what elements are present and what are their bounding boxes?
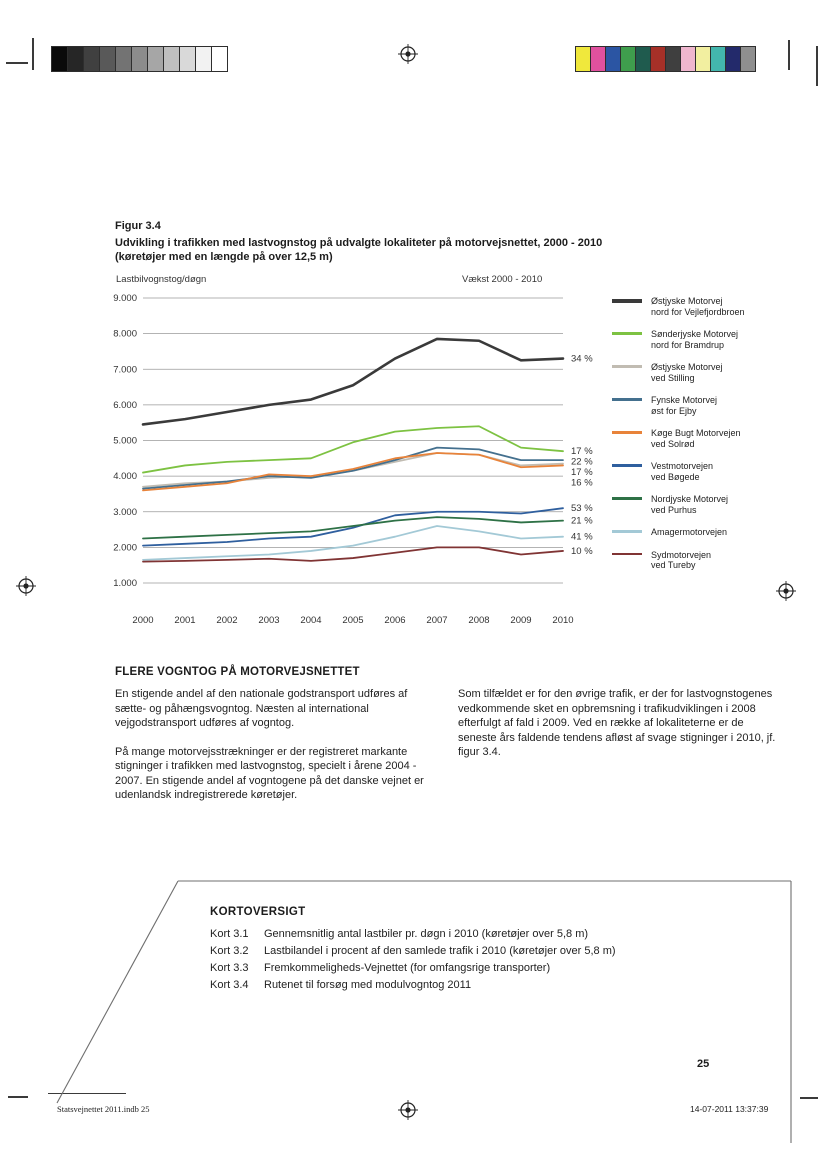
calibration-swatch	[67, 46, 84, 72]
growth-label: 16 %	[571, 477, 593, 489]
registration-mark	[398, 44, 418, 64]
figure-title	[115, 236, 755, 264]
kort-list	[210, 926, 616, 994]
x-tick-label: 2007	[426, 615, 448, 626]
growth-label: 53 %	[571, 503, 593, 515]
paragraph: På mange motorvejsstrækninger er der registreret markante stigninger i trafikken med lastvognstog, specielt i årene 2004 - 2007. En stigende andel af vogntogene på det danske vejnet er udenlandsk indregistrerede køretøjer.	[115, 745, 424, 801]
calibration-swatch	[635, 46, 651, 72]
x-tick-label: 2008	[468, 615, 490, 626]
legend-swatch	[612, 530, 642, 533]
series-line	[143, 339, 563, 425]
legend-swatch	[612, 299, 642, 303]
crop-mark	[788, 40, 790, 70]
crop-mark	[816, 46, 818, 86]
calibration-swatch	[51, 46, 68, 72]
legend-swatch	[612, 398, 642, 401]
legend-item	[612, 296, 807, 317]
calibration-swatch	[115, 46, 132, 72]
registration-mark	[16, 576, 36, 596]
y-tick-label: 5.000	[113, 435, 137, 447]
article-column-right	[458, 687, 777, 817]
registration-mark	[398, 1100, 418, 1120]
kort-item-number: Kort 3.3	[210, 962, 249, 974]
x-tick-label: 2010	[552, 615, 574, 626]
paragraph: Som tilfældet er for den øvrige trafik, er der for lastvognstogenes vedkommende sket en opbremsning i trafikudviklingen i 2008 efterfulgt af fald i 2009. Ved en række af lokaliteterne er de seneste års faldende tendens afløst af svage stigninger i 2010, jf. figur 3.4.	[458, 688, 776, 758]
growth-column-header: Vækst 2000 - 2010	[462, 274, 543, 285]
kort-item	[210, 960, 616, 977]
legend-label: Sydmotorvejen ved Tureby	[651, 549, 712, 570]
calibration-swatch	[665, 46, 681, 72]
legend-item	[612, 461, 807, 482]
footer-timestamp: 14-07-2011 13:37:39	[690, 1104, 769, 1114]
x-tick-label: 2002	[216, 615, 238, 626]
legend-swatch	[612, 464, 642, 467]
footer-filename: Statsvejnettet 2011.indb 25	[57, 1104, 150, 1114]
legend-label: Vestmotorvejen ved Bøgede	[651, 461, 714, 482]
legend-swatch	[612, 365, 642, 368]
crop-mark	[6, 62, 28, 64]
y-tick-label: 7.000	[113, 364, 137, 376]
calibration-swatch	[179, 46, 196, 72]
calibration-swatch	[695, 46, 711, 72]
kort-item	[210, 977, 616, 994]
kort-item-number: Kort 3.2	[210, 945, 249, 957]
figure-title-line2: (køretøjer med en længde på over 12,5 m)	[115, 251, 333, 263]
article-column-left	[115, 687, 434, 817]
legend-item	[612, 329, 807, 350]
kort-item-text: Rutenet til forsøg med modulvogntog 2011	[264, 979, 472, 991]
growth-label: 17 %	[571, 446, 593, 458]
growth-label: 10 %	[571, 545, 593, 557]
legend-item	[612, 362, 807, 383]
y-tick-label: 3.000	[113, 506, 137, 518]
legend-item	[612, 494, 807, 515]
series-line	[143, 426, 563, 472]
legend-swatch	[612, 497, 642, 500]
legend-label: Østjyske Motorvej ved Stilling	[651, 362, 723, 383]
figure-label: Figur 3.4	[115, 220, 161, 232]
kort-item-number: Kort 3.4	[210, 979, 249, 991]
x-tick-label: 2004	[300, 615, 322, 626]
x-tick-label: 2001	[174, 615, 196, 626]
legend-label: Amagermotorvejen	[651, 527, 728, 537]
calibration-swatch	[740, 46, 756, 72]
page-number: 25	[697, 1058, 710, 1070]
calibration-swatch	[650, 46, 666, 72]
x-tick-label: 2003	[258, 615, 280, 626]
legend-item	[612, 395, 807, 416]
y-axis-caption: Lastbilvognstog/døgn	[116, 274, 207, 285]
calibration-swatch	[195, 46, 212, 72]
legend-label: Fynske Motorvej øst for Ejby	[651, 395, 718, 416]
legend-item	[612, 550, 807, 571]
growth-label: 17 %	[571, 467, 593, 479]
legend-item	[612, 527, 807, 538]
registration-mark	[776, 581, 796, 601]
calibration-swatch	[131, 46, 148, 72]
series-line	[143, 547, 563, 561]
y-tick-label: 9.000	[113, 293, 137, 304]
y-tick-label: 1.000	[113, 578, 137, 589]
growth-label: 34 %	[571, 353, 593, 365]
crop-mark	[32, 38, 34, 70]
growth-label: 21 %	[571, 515, 593, 527]
calibration-swatch	[147, 46, 164, 72]
paragraph: En stigende andel af den nationale godstransport udføres af sætte- og påhængsvogntog. Næsten al international vejgodstransport udføres af vogntog.	[115, 688, 408, 729]
growth-label: 41 %	[571, 531, 593, 543]
legend-label: Sønderjyske Motorvej nord for Bramdrup	[651, 329, 739, 350]
y-tick-label: 8.000	[113, 328, 137, 340]
x-tick-label: 2005	[342, 615, 364, 626]
calibration-swatch	[575, 46, 591, 72]
y-tick-label: 4.000	[113, 471, 137, 483]
legend-swatch	[612, 332, 642, 335]
y-tick-label: 6.000	[113, 399, 137, 411]
legend-label: Østjyske Motorvej nord for Vejlefjordbroen	[651, 296, 745, 317]
grayscale-calibration-strip	[52, 46, 228, 72]
calibration-swatch	[83, 46, 100, 72]
kort-item-text: Fremkommeligheds-Vejnettet (for omfangsrige transporter)	[264, 962, 551, 974]
crop-mark	[800, 1097, 818, 1099]
calibration-swatch	[99, 46, 116, 72]
x-tick-label: 2009	[510, 615, 532, 626]
calibration-swatch	[725, 46, 741, 72]
section-heading: FLERE VOGNTOG PÅ MOTORVEJSNETTET	[115, 666, 360, 678]
color-calibration-strip	[576, 46, 756, 72]
calibration-swatch	[605, 46, 621, 72]
kort-item-text: Lastbilandel i procent af den samlede trafik i 2010 (køretøjer over 5,8 m)	[264, 945, 616, 957]
article-columns	[115, 687, 777, 817]
line-chart	[98, 288, 608, 638]
kort-item-number: Kort 3.1	[210, 928, 249, 940]
calibration-swatch	[620, 46, 636, 72]
legend-label: Nordjyske Motorvej ved Purhus	[651, 494, 729, 515]
kort-item	[210, 943, 616, 960]
kort-heading: KORTOVERSIGT	[210, 906, 306, 918]
legend-swatch	[612, 431, 642, 434]
calibration-swatch	[163, 46, 180, 72]
calibration-swatch	[680, 46, 696, 72]
figure-title-line1: Udvikling i trafikken med lastvognstog på udvalgte lokaliteter på motorvejsnettet, 2000 - 2010	[115, 237, 603, 249]
legend-swatch	[612, 553, 642, 556]
x-tick-label: 2000	[132, 615, 154, 626]
y-tick-label: 2.000	[113, 542, 137, 554]
x-tick-label: 2006	[384, 615, 406, 626]
legend-label: Køge Bugt Motorvejen ved Solrød	[651, 428, 741, 449]
crop-mark	[48, 1093, 126, 1094]
chart-legend	[612, 296, 807, 583]
calibration-swatch	[710, 46, 726, 72]
kort-item	[210, 926, 616, 943]
growth-label: 22 %	[571, 456, 593, 468]
kort-item-text: Gennemsnitlig antal lastbiler pr. døgn i 2010 (køretøjer over 5,8 m)	[264, 928, 589, 940]
calibration-swatch	[590, 46, 606, 72]
legend-item	[612, 428, 807, 449]
crop-mark	[8, 1096, 28, 1098]
calibration-swatch	[211, 46, 228, 72]
